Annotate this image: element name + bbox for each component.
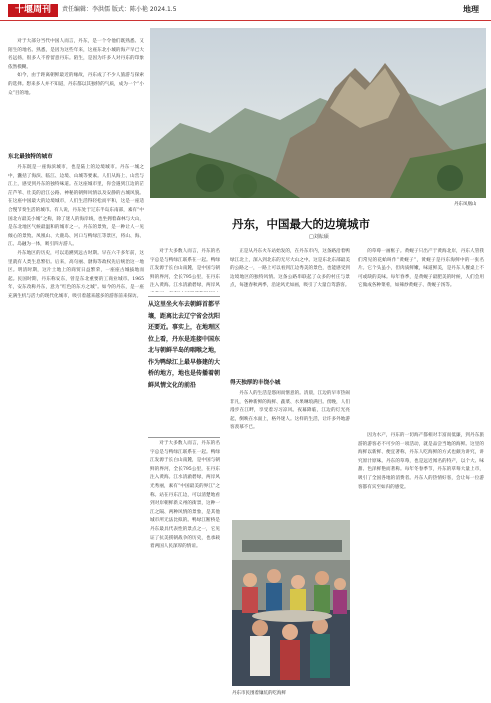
article-title: 丹东，中国最大的边境城市 — [232, 217, 370, 231]
editor-info: 责任编辑：李洪儒 版式：陈小艳 2024.1.5 — [62, 6, 177, 13]
body-paragraph: 正是从丹东火车站始发的，在丹东市内，这条路沿着鸭绿江北上，深入到北东的无尽大山之中。这是东北东部最美的公路之一，一路上可以看到江边秀美的景色，也能感受到边境地区的独特风情。这条公路串联起了众多的村庄与景点，每逢春秋两季，沿途风光如画，吸引了大量自驾游客。 — [230, 249, 350, 289]
body-paragraph: 丹东地区的历史，可以追溯到远古时期。早在六千多年前，这里就有人类生息繁衍。后来，高句丽、渤海等政权先后统治这一地区。明清时期，这片土地上的商贸日益繁荣，一座座古城拔地而起。民国时期，丹东称安东，曾是东北重要的工商业城市。1965年，安东改称丹东，意为“红色的东方之城”。如今的丹东，是一座充满生机与活力的现代化城市，吸引着越来越多的游客前来探访。 — [8, 250, 144, 299]
pull-quote: 从这里坐火车去朝鲜首都平壤，距离比去辽宁省会沈阳还要近。事实上，在地理区位上看，丹东是连接中国东北与朝鲜半岛的咽喉之地，作为鸭绿江上最早修建的大桥的地方，地也是传播着朝鲜风情文化的前沿 — [148, 296, 220, 438]
intro-paragraph-2: 如今，由于距离朝鲜最近的缘故，丹东成了不少人旅游与探索的选择。想来多人并不知道，丹东都以其独特的气质，成为一个“小众”目的地。 — [8, 73, 144, 96]
section-heading-2: 得天独厚的丰饶小城 — [230, 380, 281, 386]
column-1-intro — [8, 38, 144, 150]
column-1-body — [8, 164, 144, 698]
column-2-body-lower — [150, 440, 220, 698]
article-byline: □刘耘硕 — [309, 234, 329, 240]
section-label: 地理 — [463, 5, 479, 14]
photo-seafood-market — [232, 520, 350, 686]
body-paragraph: 的草莓一画框子。黄蚬子只出产于黄海北岸，丹东人管我们常见的花蛤叫作“黄蚬子”，黄蚬子是丹东海鲜中的一张名片。它个头虽小，但肉质鲜嫩，味道鲜美，是丹东人餐桌上不可或缺的美味。每年春季，是黄蚬子最肥美的时候，人们会用它做成各种菜肴，如辣炒黄蚬子、黄蚬子汤等。 — [358, 249, 484, 289]
body-paragraph: 因为水产，丹东的一切海产都相对丰富而低廉，到丹东旅游的游客必不可少的一项活动，就是品尝当地的海鲜。这里的海鲜以新鲜、便宜著称，丹东人吃海鲜的方式也颇为讲究，讲究原汁原味。丹东的草莓，也是远近闻名的特产，以个大、味甜、色泽鲜艳而著称。每年冬春季节，丹东的草莓大量上市，吸引了全国各地的消费者。丹东人的热情好客，会让每一位游客都有宾至如归的感觉。 — [358, 433, 484, 490]
column-4-body — [358, 248, 484, 432]
body-paragraph: 对于大多数人而言，丹东的名字总是与鸭绿江联系在一起。鸭绿江发源于长白山南麓，是中国与朝鲜的界河，全长795公里，在丹东注入黄海。江水清澈碧绿，两岸风 — [150, 249, 220, 289]
masthead: 十堰周刊 — [8, 4, 58, 17]
column-4-body-lower — [358, 432, 484, 698]
page-header — [0, 0, 491, 21]
intro-paragraph-1: 对于大部分当代中国人而言，丹东，是一个令他们既熟悉、又陌生的地名。熟悉，是因为这些年来，这座东北小城的海产早已大名远扬，很多人不曾留意丹东。陌生，是因为许多人对丹东的印象依然模糊。 — [8, 39, 144, 70]
column-3-body — [230, 248, 350, 374]
column-3-body-lower — [230, 390, 350, 514]
photo-caption-bottom: 丹东市民围着镶坑的吃海鲜 — [232, 691, 286, 696]
body-paragraph: 丹东人的生活是悠闲而惬意的。清晨，江边的早市热闹非凡，各种新鲜的海鲜、蔬菜、水果琳琅满目。傍晚，人们漫步在江畔，享受着习习凉风。夜幕降临，江边的灯光亮起，倒映在水面上，格外迷人。这样的生活，让许多外地游客羡慕不已。 — [230, 391, 350, 431]
section-heading-1: 东北最独特的城市 — [8, 154, 53, 160]
column-2-body — [150, 248, 220, 292]
mountain-landscape-image — [150, 28, 486, 198]
photo-caption-top: 丹东凤凰山 — [454, 202, 477, 207]
body-paragraph: 对于大多数人而言，丹东的名字总是与鸭绿江联系在一起。鸭绿江发源于长白山南麓，是中国与朝鲜的界河，全长795公里，在丹东注入黄海。江水清澈碧绿，两岸风光秀丽，素有“中国最美的界江”之称。站在丹东江边，可以清楚地看到对岸朝鲜新义州的街景，这种一江之隔、两种风情的景象，是其他城市所无法比拟的。鸭绿江断桥是丹东最具代表性的景点之一，它见证了抗美援朝战争的历史，也承载着两国人民深厚的情谊。 — [150, 441, 220, 550]
photo-fenghuang-mountain — [150, 28, 486, 198]
market-crowd-image — [232, 520, 350, 686]
body-paragraph: 丹东既是一座海滨城市，也是陆上的边境城市。丹东一城之中，囊括了海滨、临江、边境、山城等要素。人们从海上、山峦与江上，感受到丹东的独特味道。在这座城市里，你会遇到江边的茫茫芦苇、壮美的沿江公路、神秘的朝鲜风情以及安静的古城风貌。在这座中国最大的边境城市，人们生活得轻松而平和，这是一座适合慢节奏生活的城市。有人说，丹东处于辽东半岛东南部，素有“中国北方最美小城”之称，除了迷人的海岸线，也坐拥着森林与大山，是东北地区气候最温和的城市之一。丹东的景致，是一种让人一见倾心的景致。凤凰山、大鹿岛、河口与鸭绿江等景区，将山、海、江、岛融为一体，吸引四方游人。 — [8, 165, 144, 248]
